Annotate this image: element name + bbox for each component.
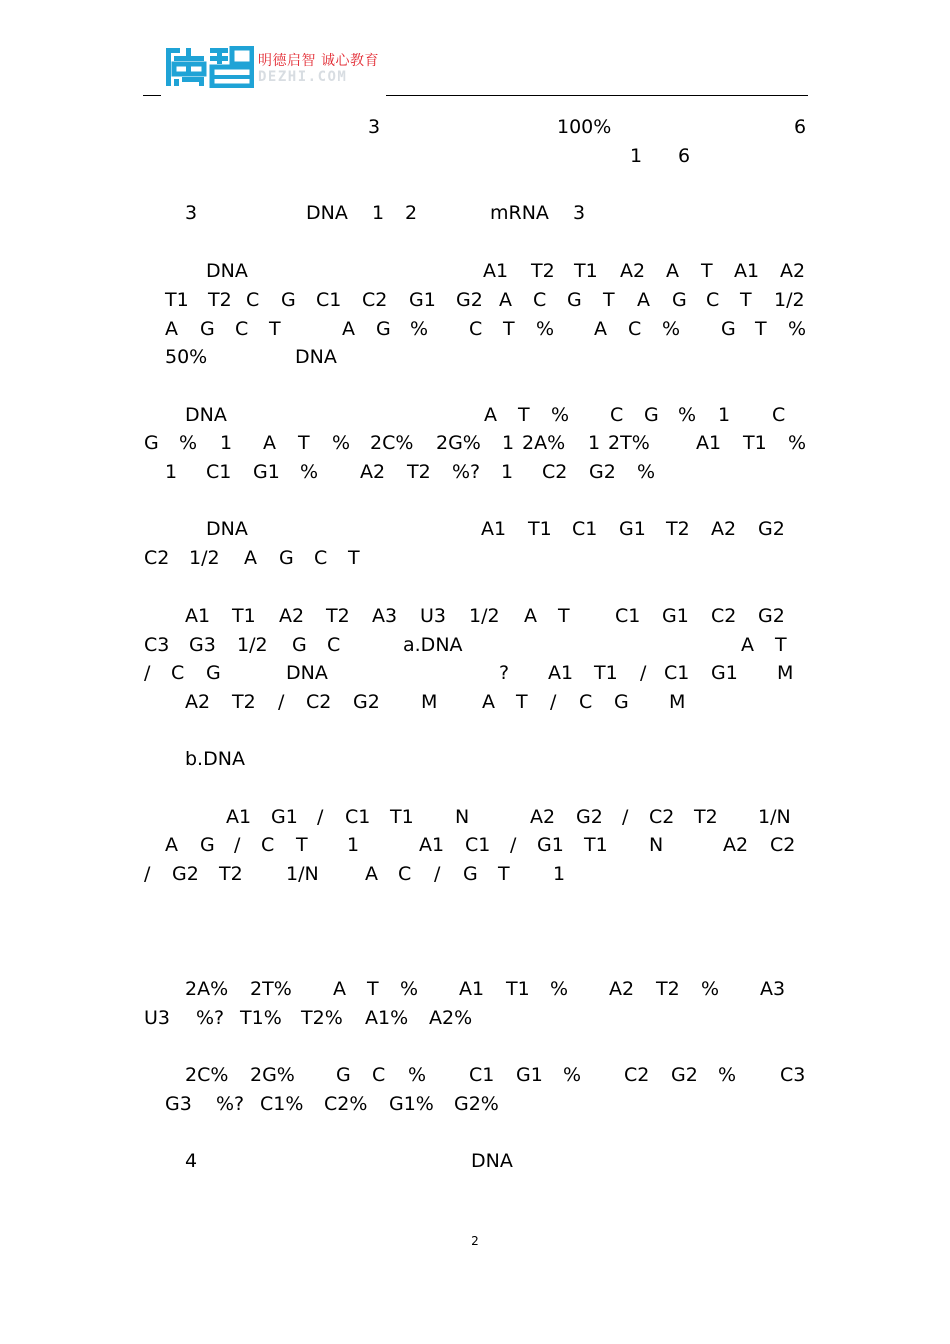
text-fragment: T2 (326, 605, 350, 627)
text-fragment: C2 (306, 691, 332, 713)
text-fragment: C (327, 634, 341, 656)
text-fragment: G1% (389, 1093, 434, 1115)
text-fragment: % (701, 978, 720, 1000)
text-fragment: / (510, 834, 517, 856)
text-fragment: G (463, 863, 478, 885)
text-fragment: C2 (144, 547, 170, 569)
text-fragment: G1 (409, 289, 436, 311)
text-fragment: DNA (185, 404, 227, 426)
text-fragment: A (499, 289, 512, 311)
text-fragment: 1 (588, 432, 601, 454)
text-fragment: C (171, 662, 185, 684)
text-fragment: G (279, 547, 294, 569)
text-fragment: / (640, 662, 647, 684)
text-fragment: M (777, 662, 794, 684)
text-fragment: G1 (253, 461, 280, 483)
text-fragment: DNA (206, 518, 248, 540)
logo-slogan: 明德启智 诚心教育 (258, 53, 379, 69)
text-fragment: / (144, 662, 151, 684)
text-fragment: 1 (372, 202, 385, 224)
text-fragment: T (603, 289, 615, 311)
text-fragment: T2 (407, 461, 431, 483)
text-fragment: % (400, 978, 419, 1000)
text-fragment: G (144, 432, 159, 454)
text-fragment: 6 (678, 145, 691, 167)
text-fragment: 6 (794, 116, 807, 138)
text-fragment: C1 (206, 461, 232, 483)
text-fragment: G1 (662, 605, 689, 627)
text-fragment: 2T% (250, 978, 292, 1000)
text-fragment: G1 (619, 518, 646, 540)
text-fragment: T (503, 318, 515, 340)
text-fragment: / (278, 691, 285, 713)
text-fragment: % (550, 978, 569, 1000)
text-fragment: C (235, 318, 249, 340)
text-fragment: A1 (185, 605, 211, 627)
text-fragment: G1 (516, 1064, 543, 1086)
text-fragment: 2G% (250, 1064, 295, 1086)
text-fragment: G2 (758, 518, 785, 540)
text-fragment: %? (216, 1093, 245, 1115)
text-fragment: % (536, 318, 555, 340)
text-fragment: A (165, 318, 178, 340)
text-fragment: T2 (666, 518, 690, 540)
text-fragment: G (376, 318, 391, 340)
text-fragment: b.DNA (185, 748, 245, 770)
text-fragment: 1/2 (189, 547, 220, 569)
text-fragment: 2T% (608, 432, 650, 454)
text-fragment: C3 (780, 1064, 806, 1086)
text-fragment: / (317, 806, 324, 828)
text-fragment: T (740, 289, 752, 311)
text-fragment: G2 (758, 605, 785, 627)
text-fragment: mRNA (490, 202, 549, 224)
text-fragment: G3 (165, 1093, 192, 1115)
text-fragment: A2 (360, 461, 386, 483)
text-fragment: A (333, 978, 346, 1000)
text-fragment: / (144, 863, 151, 885)
text-fragment: A1 (419, 834, 445, 856)
text-fragment: 2G% (436, 432, 481, 454)
text-fragment: C (469, 318, 483, 340)
text-fragment: G2 (456, 289, 483, 311)
text-fragment: C (261, 834, 275, 856)
text-fragment: T (558, 605, 570, 627)
text-fragment: G2 (172, 863, 199, 885)
text-fragment: 1/2 (469, 605, 500, 627)
text-fragment: % (563, 1064, 582, 1086)
text-fragment: A (342, 318, 355, 340)
text-fragment: G (206, 662, 221, 684)
text-fragment: C (628, 318, 642, 340)
text-fragment: A1 (548, 662, 574, 684)
text-fragment: G (336, 1064, 351, 1086)
text-fragment: A (524, 605, 537, 627)
text-fragment: %? (196, 1007, 225, 1029)
text-fragment: C (314, 547, 328, 569)
text-fragment: T1 (594, 662, 618, 684)
text-fragment: C2 (711, 605, 737, 627)
text-fragment: M (669, 691, 686, 713)
text-fragment: C1% (260, 1093, 304, 1115)
text-fragment: C (533, 289, 547, 311)
text-fragment: T1 (232, 605, 256, 627)
text-fragment: 3 (573, 202, 586, 224)
text-fragment: T (498, 863, 510, 885)
text-fragment: 3 (185, 202, 198, 224)
text-fragment: C1 (465, 834, 491, 856)
text-fragment: C3 (144, 634, 170, 656)
text-fragment: DNA (306, 202, 348, 224)
text-fragment: A3 (760, 978, 786, 1000)
text-fragment: C2 (362, 289, 388, 311)
text-fragment: C2 (542, 461, 568, 483)
text-fragment: A (263, 432, 276, 454)
text-fragment: T1 (584, 834, 608, 856)
text-fragment: % (551, 404, 570, 426)
text-fragment: A1 (483, 260, 509, 282)
text-fragment: G (614, 691, 629, 713)
text-fragment: DNA (295, 346, 337, 368)
text-fragment: T1% (240, 1007, 282, 1029)
text-fragment: 2A% (522, 432, 566, 454)
text-fragment: 50% (165, 346, 208, 368)
text-fragment: 1 (553, 863, 566, 885)
text-fragment: A2 (620, 260, 646, 282)
text-fragment: T (701, 260, 713, 282)
text-fragment: C (579, 691, 593, 713)
text-fragment: G2% (454, 1093, 499, 1115)
text-fragment: C (772, 404, 786, 426)
text-fragment: DNA (471, 1150, 513, 1172)
text-fragment: G3 (189, 634, 216, 656)
text-fragment: T (348, 547, 360, 569)
text-fragment: % (678, 404, 697, 426)
text-fragment: C (610, 404, 624, 426)
text-fragment: 2C% (185, 1064, 229, 1086)
text-fragment: 1/2 (237, 634, 268, 656)
text-fragment: A (365, 863, 378, 885)
text-fragment: C2% (324, 1093, 368, 1115)
text-fragment: C2 (770, 834, 796, 856)
text-fragment: A (482, 691, 495, 713)
text-fragment: G2 (589, 461, 616, 483)
text-fragment: / (234, 834, 241, 856)
text-fragment: C1 (664, 662, 690, 684)
text-fragment: T1 (528, 518, 552, 540)
text-fragment: G1 (537, 834, 564, 856)
text-fragment: U3 (420, 605, 446, 627)
logo-domain: DEZHI.COM (258, 69, 348, 85)
text-fragment: A (484, 404, 497, 426)
text-fragment: A1 (459, 978, 485, 1000)
text-fragment: % (662, 318, 681, 340)
text-fragment: T (298, 432, 310, 454)
text-fragment: G2 (576, 806, 603, 828)
text-fragment: T (296, 834, 308, 856)
text-fragment: G (200, 834, 215, 856)
text-fragment: A2 (530, 806, 556, 828)
text-fragment: 2C% (370, 432, 414, 454)
text-fragment: 1 (165, 461, 178, 483)
text-fragment: G (567, 289, 582, 311)
text-fragment: T2 (656, 978, 680, 1000)
text-fragment: G1 (271, 806, 298, 828)
text-fragment: C1 (316, 289, 342, 311)
text-fragment: % (637, 461, 656, 483)
text-fragment: A3 (372, 605, 398, 627)
text-fragment: 1 (502, 432, 515, 454)
text-fragment: U3 (144, 1007, 170, 1029)
text-fragment: % (788, 318, 807, 340)
text-fragment: % (788, 432, 807, 454)
text-fragment: T (367, 978, 379, 1000)
text-fragment: C1 (572, 518, 598, 540)
text-fragment: 3 (368, 116, 381, 138)
text-fragment: ? (499, 662, 510, 684)
text-fragment: % (408, 1064, 427, 1086)
text-fragment: G2 (671, 1064, 698, 1086)
text-fragment: A2 (185, 691, 211, 713)
text-fragment: A1 (481, 518, 507, 540)
text-fragment: a.DNA (403, 634, 463, 656)
text-fragment: / (434, 863, 441, 885)
text-fragment: C1 (345, 806, 371, 828)
text-fragment: 1 (630, 145, 643, 167)
text-fragment: DNA (286, 662, 328, 684)
text-fragment: A2 (279, 605, 305, 627)
text-fragment: N (649, 834, 664, 856)
text-fragment: T1 (506, 978, 530, 1000)
text-fragment: A1 (696, 432, 722, 454)
text-fragment: A (637, 289, 650, 311)
text-fragment: G1 (711, 662, 738, 684)
text-fragment: / (622, 806, 629, 828)
text-fragment: C2 (649, 806, 675, 828)
text-fragment: T1 (390, 806, 414, 828)
text-fragment: T2 (694, 806, 718, 828)
text-fragment: T1 (574, 260, 598, 282)
text-fragment: 100% (557, 116, 612, 138)
text-fragment: T (516, 691, 528, 713)
text-fragment: C (246, 289, 260, 311)
text-fragment: A (741, 634, 754, 656)
text-fragment: % (332, 432, 351, 454)
text-fragment: T (755, 318, 767, 340)
text-fragment: 1 (501, 461, 514, 483)
text-fragment: A (666, 260, 679, 282)
text-fragment: 1/N (758, 806, 791, 828)
text-fragment: A (165, 834, 178, 856)
text-fragment: 2A% (185, 978, 229, 1000)
text-fragment: G (281, 289, 296, 311)
text-fragment: 1 (220, 432, 233, 454)
text-fragment: 2 (405, 202, 418, 224)
text-fragment: DNA (206, 260, 248, 282)
text-fragment: 1/2 (774, 289, 805, 311)
text-fragment: C1 (469, 1064, 495, 1086)
text-fragment: % (410, 318, 429, 340)
text-fragment: T1 (165, 289, 189, 311)
text-fragment: T2 (219, 863, 243, 885)
text-fragment: A1 (226, 806, 252, 828)
text-fragment: 1 (347, 834, 360, 856)
text-fragment: A2 (780, 260, 806, 282)
text-fragment: N (455, 806, 470, 828)
text-fragment: A (594, 318, 607, 340)
text-fragment: % (300, 461, 319, 483)
text-fragment: C1 (615, 605, 641, 627)
text-fragment: G (200, 318, 215, 340)
text-fragment: G (644, 404, 659, 426)
text-fragment: T2 (208, 289, 232, 311)
text-fragment: % (179, 432, 198, 454)
text-fragment: 4 (185, 1150, 198, 1172)
text-fragment: C (372, 1064, 386, 1086)
text-fragment: M (421, 691, 438, 713)
text-fragment: A1% (365, 1007, 409, 1029)
text-fragment: %? (452, 461, 481, 483)
text-fragment: A (244, 547, 257, 569)
text-fragment: A2 (609, 978, 635, 1000)
text-fragment: A2 (711, 518, 737, 540)
text-fragment: A2 (723, 834, 749, 856)
text-fragment: / (550, 691, 557, 713)
text-fragment: T2 (232, 691, 256, 713)
text-fragment: A2% (429, 1007, 473, 1029)
text-fragment: C2 (624, 1064, 650, 1086)
text-fragment: C (706, 289, 720, 311)
text-fragment: 1 (718, 404, 731, 426)
text-fragment: T2% (301, 1007, 343, 1029)
text-fragment: C (398, 863, 412, 885)
text-fragment: T (775, 634, 787, 656)
text-fragment: 1/N (286, 863, 319, 885)
text-fragment: G2 (353, 691, 380, 713)
text-fragment: G (721, 318, 736, 340)
text-fragment: T (518, 404, 530, 426)
text-fragment: T (269, 318, 281, 340)
text-fragment: G (672, 289, 687, 311)
text-fragment: G (292, 634, 307, 656)
page-number: 2 (471, 1234, 479, 1248)
text-fragment: T2 (531, 260, 555, 282)
text-fragment: A1 (734, 260, 760, 282)
text-fragment: T1 (743, 432, 767, 454)
text-fragment: % (718, 1064, 737, 1086)
